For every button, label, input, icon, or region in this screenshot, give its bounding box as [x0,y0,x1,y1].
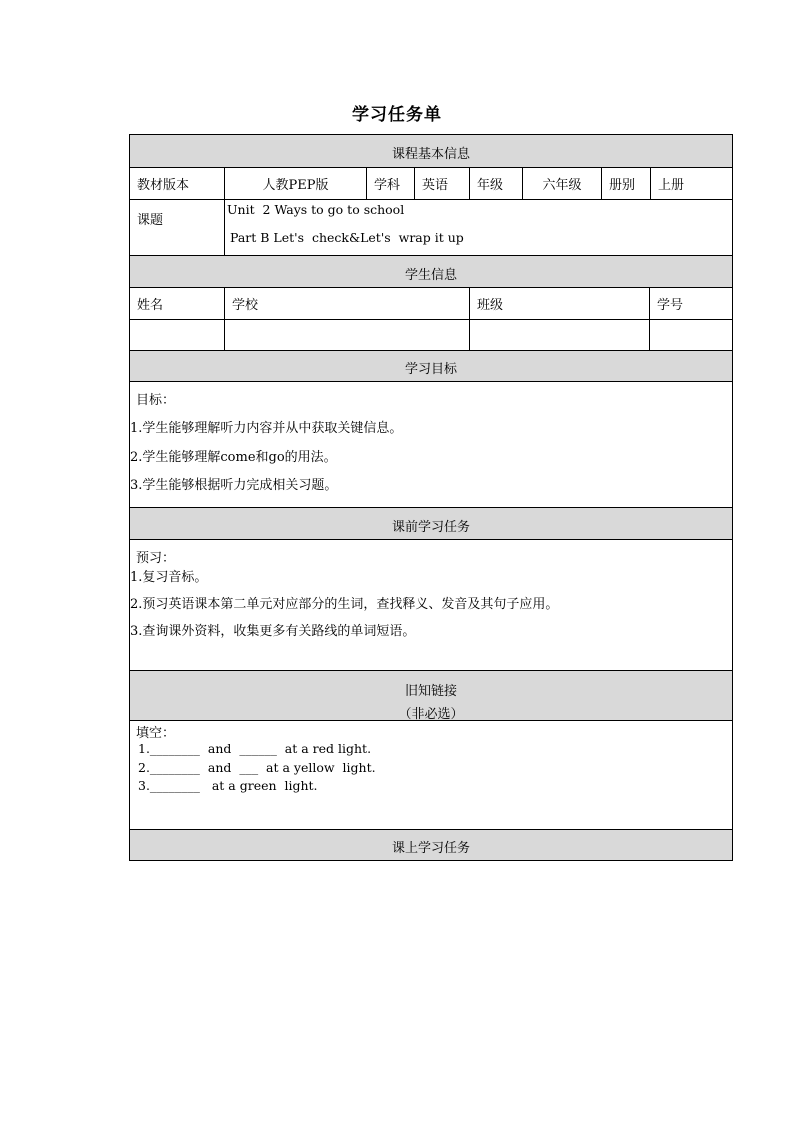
student-id-field[interactable] [650,320,732,350]
volume-value: 上册 [658,178,685,193]
preclass-item: 2.预习英语课本第二单元对应部分的生词，查找释义、发音及其句子应用。 [130,597,559,612]
preclass-intro: 预习： [136,551,176,566]
review-body [130,721,732,830]
topic-line-1: Unit 2 Ways to go to school [227,202,405,217]
objectives-header: 学习目标 [404,362,457,377]
preclass-body [130,540,732,671]
review-item: 2.________ and ___ at a yellow light. [138,760,376,775]
objectives-body [130,382,732,508]
student-labels-row [130,288,732,320]
textbook-value: 人教PEP版 [225,168,367,199]
subject-label: 学科 [367,168,415,199]
volume-label: 册别 [602,168,651,199]
inclass-header-row [130,830,732,860]
name-label: 姓名 [130,288,225,319]
objective-item: 2.学生能够理解come和go的用法。 [130,450,337,465]
textbook-label: 教材版本 [130,168,225,199]
class-label: 班级 [470,288,650,319]
preclass-item: 1.复习音标。 [130,570,208,585]
review-header: 旧知链接 [404,684,457,699]
inclass-header: 课上学习任务 [391,841,470,856]
objectives-intro: 目标： [136,393,176,408]
page-title: 学习任务单 [352,105,442,125]
student-input-row [130,320,732,351]
course-info-header: 课程基本信息 [391,147,470,162]
task-sheet-table [129,134,733,861]
subject-value: 英语 [415,168,470,199]
review-header-row [130,671,732,721]
grade-label: 年级 [470,168,523,199]
name-field[interactable] [130,320,225,350]
preclass-header-row [130,508,732,540]
objectives-header-row [130,351,732,382]
school-field[interactable] [225,320,470,350]
review-intro: 填空： [136,726,176,741]
review-item: 1.________ and ______ at a red light. [138,741,372,756]
topic-line-2: Part B Let's check&Let's wrap it up [230,230,464,245]
textbook-row [130,168,732,200]
course-info-header-row [130,135,732,168]
objective-item: 1.学生能够理解听力内容并从中获取关键信息。 [130,421,403,436]
student-info-header-row [130,256,732,288]
preclass-item: 3.查询课外资料，收集更多有关路线的单词短语。 [130,624,416,639]
review-item: 3.________ at a green light. [138,778,318,793]
student-info-header: 学生信息 [404,268,457,283]
school-label: 学校 [225,288,470,319]
preclass-header: 课前学习任务 [391,520,470,535]
grade-value: 六年级 [523,168,602,199]
topic-label: 课题 [130,200,225,255]
student-id-label: 学号 [657,298,684,313]
objective-item: 3.学生能够根据听力完成相关习题。 [130,478,338,493]
review-subheader: （非必选） [398,707,464,722]
topic-row [130,200,732,256]
class-field[interactable] [470,320,650,350]
